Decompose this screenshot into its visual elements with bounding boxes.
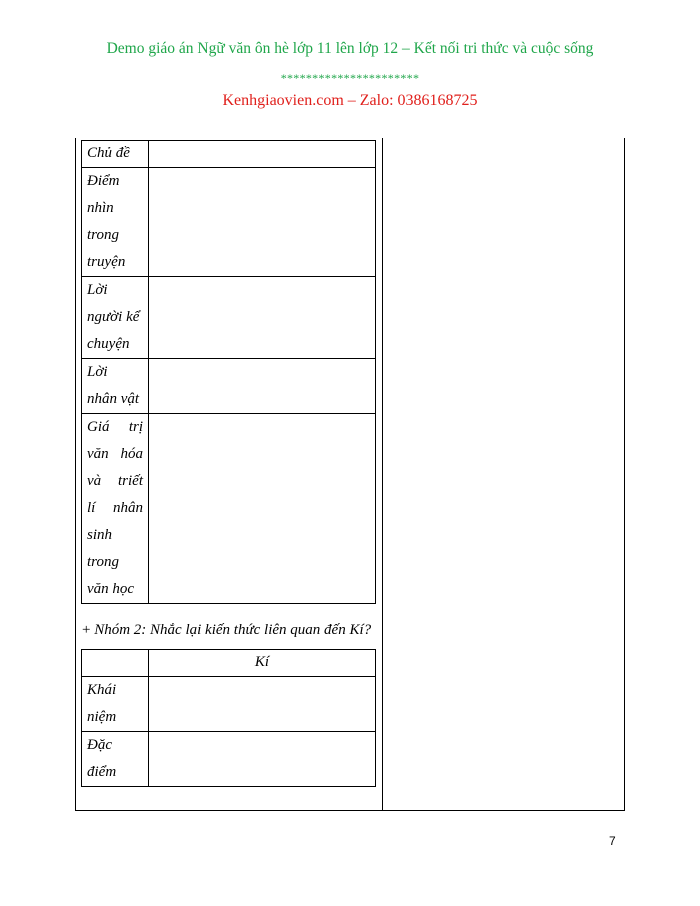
row-value-cell[interactable]	[149, 277, 376, 359]
row-label-gia-tri: Giá trị văn hóa và triết lí nhân sinh trong văn học	[82, 414, 149, 604]
table-row	[82, 414, 376, 604]
header-contact: Kenhgiaovien.com – Zalo: 0386168725	[222, 92, 478, 109]
page-header-title: Demo giáo án Ngữ văn ôn hè lớp 11 lên lớp 12 – Kết nối tri thức và cuộc sống	[106, 40, 594, 57]
table-row	[82, 359, 376, 414]
story-analysis-table	[81, 140, 376, 604]
group-2-prompt: + Nhóm 2: Nhắc lại kiến thức liên quan đến Kí?	[82, 622, 372, 638]
header-decorative-stars: **********************	[280, 71, 420, 85]
row-value-cell[interactable]	[149, 359, 376, 414]
page-number: 7	[609, 834, 616, 848]
table-row	[82, 277, 376, 359]
row-label-loi-nguoi-ke: Lời người kể chuyện	[82, 277, 149, 359]
header-empty-cell	[82, 650, 149, 677]
column-header-ki: Kí	[149, 650, 376, 677]
row-value-cell[interactable]	[149, 732, 376, 787]
row-value-cell[interactable]	[149, 414, 376, 604]
row-label-diem-nhin: Điểm nhìn trong truyện	[82, 168, 149, 277]
table-row	[82, 732, 376, 787]
row-label-dac-diem: Đặc điểm	[82, 732, 149, 787]
row-label-loi-nhan-vat: Lời nhân vật	[82, 359, 149, 414]
row-label-khai-niem: Khái niệm	[82, 677, 149, 732]
row-value-cell[interactable]	[149, 141, 376, 168]
row-value-cell[interactable]	[149, 168, 376, 277]
row-value-cell[interactable]	[149, 677, 376, 732]
table-row	[82, 141, 376, 168]
table-row	[82, 677, 376, 732]
ki-genre-table	[81, 649, 376, 787]
table-header-row	[82, 650, 376, 677]
outer-table-column-divider	[382, 138, 383, 811]
table-row	[82, 168, 376, 277]
row-label-chu-de: Chủ đề	[82, 141, 149, 168]
